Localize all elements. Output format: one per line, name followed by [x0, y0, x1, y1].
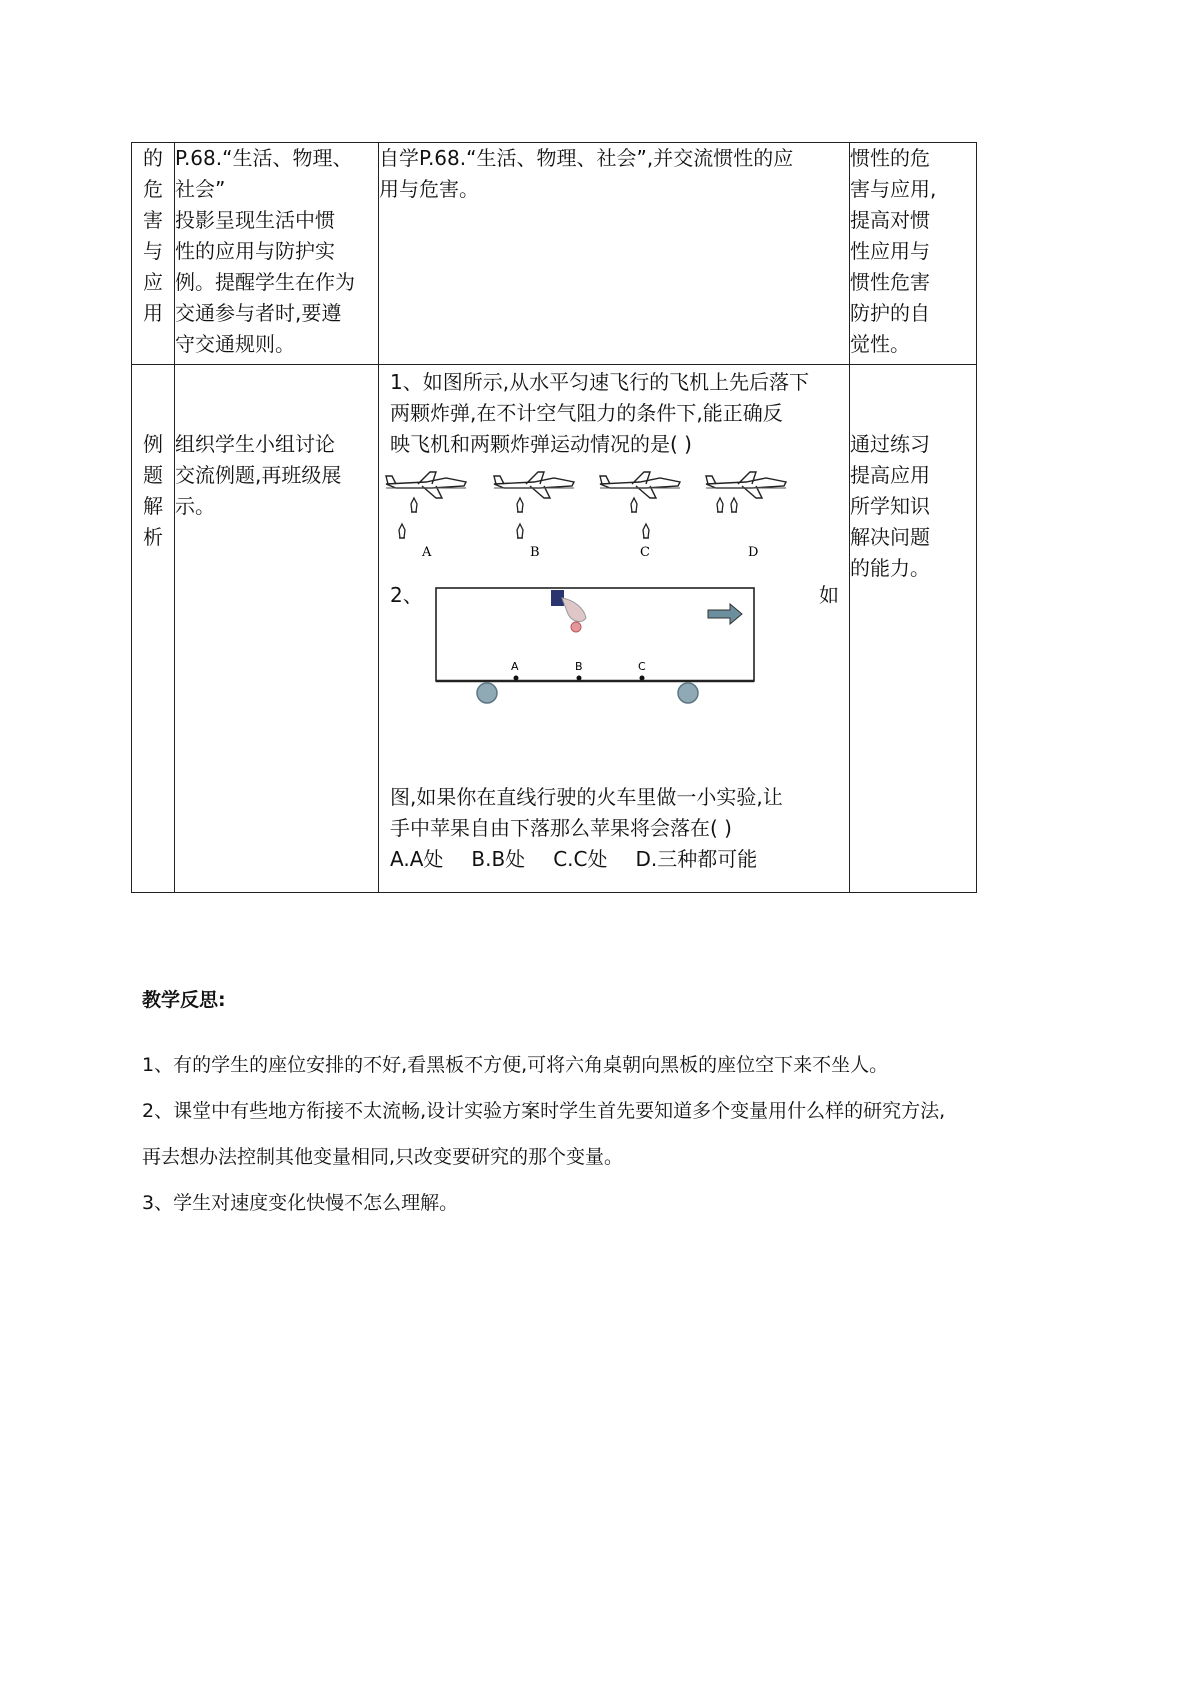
plane-icon: [494, 472, 574, 498]
text-line: 组织学生小组讨论: [175, 432, 335, 456]
reflection-item: 3、学生对速度变化快慢不怎么理解。: [142, 1192, 459, 1214]
option-b: B.B处: [471, 847, 526, 871]
question-2: [379, 580, 849, 780]
option-d: D.三种都可能: [635, 847, 758, 871]
question-2-options: [390, 844, 841, 875]
text-line: 害与应用,: [850, 177, 937, 201]
question-1-line: 两颗炸弹,在不计空气阻力的条件下,能正确反: [390, 401, 783, 425]
design-intent-cell: [850, 365, 977, 893]
bomb-icon: [717, 498, 723, 512]
option-a: A.A处: [390, 847, 444, 871]
stage-char: 题: [143, 463, 163, 487]
stage-char: 的: [143, 146, 163, 170]
stage-char: 解: [143, 494, 163, 518]
position-label: C: [638, 660, 646, 673]
train-apple-figure: [434, 580, 764, 710]
bomb-icon: [631, 498, 637, 512]
text-line: 投影呈现生活中惯: [175, 208, 335, 232]
text-line: 解决问题: [850, 525, 930, 549]
bomb-icon: [731, 498, 737, 512]
teacher-activity-cell: [175, 143, 379, 365]
teacher-activity-cell: [175, 365, 379, 893]
apple-icon: [571, 622, 581, 632]
student-activity-cell: [379, 365, 850, 893]
text-line: 提高应用: [850, 463, 930, 487]
plane-icon: [600, 472, 680, 498]
text-line: 性应用与: [850, 239, 930, 263]
bomb-icon: [411, 498, 417, 512]
text-line: 自学P.68.“生活、物理、社会”,并交流惯性的应: [379, 146, 794, 170]
option-c: C.C处: [553, 847, 608, 871]
stage-char: 危: [143, 177, 163, 201]
position-label: B: [575, 660, 583, 673]
plane-icon: [386, 472, 466, 498]
wheel-icon: [678, 683, 698, 703]
text-line: 通过练习: [850, 432, 930, 456]
question-2-line: 图,如果你在直线行驶的火车里做一小实验,让: [390, 785, 783, 809]
reflection-item: 2、课堂中有些地方衔接不太流畅,设计实验方案时学生首先要知道多个变量用什么样的研究方法,: [142, 1100, 946, 1122]
table-row: [132, 143, 977, 365]
text-line: 用与危害。: [379, 177, 479, 201]
plane-icon: [706, 472, 786, 498]
text-line: 交流例题,再班级展: [175, 463, 342, 487]
stage-char: 析: [143, 525, 163, 549]
bomb-icon: [399, 524, 405, 538]
reflection-title: 教学反思:: [142, 989, 226, 1011]
text-line: 防护的自: [850, 301, 930, 325]
text-line: 提高对惯: [850, 208, 930, 232]
text-line: 交通参与者时,要遵: [175, 301, 342, 325]
question-1-line: 1、如图所示,从水平匀速飞行的飞机上先后落下: [390, 370, 810, 394]
text-line: 所学知识: [850, 494, 930, 518]
text-line: P.68.“生活、物理、: [175, 146, 353, 170]
text-line: 示。: [175, 494, 215, 518]
wheel-icon: [477, 683, 497, 703]
option-label: A: [422, 545, 432, 560]
stage-char: 应: [143, 270, 163, 294]
question-2-number: 2、: [390, 583, 423, 607]
position-label: A: [511, 660, 519, 673]
text-line: 觉性。: [850, 332, 910, 356]
text-line: 性的应用与防护实: [175, 239, 335, 263]
student-activity-cell: [379, 143, 850, 365]
question-2-word: 如: [819, 583, 839, 607]
option-label: D: [748, 545, 759, 560]
question-1-line: 映飞机和两颗炸弹运动情况的是( ): [390, 432, 692, 456]
design-intent-cell: [850, 143, 977, 365]
text-line: 社会”: [175, 177, 226, 201]
bomb-icon: [517, 524, 523, 538]
text-line: 惯性危害: [850, 270, 930, 294]
bomb-icon: [643, 524, 649, 538]
stage-cell: [132, 365, 175, 893]
reflection-item: 1、有的学生的座位安排的不好,看黑板不方便,可将六角桌朝向黑板的座位空下来不坐人。: [142, 1054, 889, 1076]
bomb-icon: [517, 498, 523, 512]
question-2-line: 手中苹果自由下落那么苹果将会落在( ): [390, 816, 732, 840]
teaching-reflection: [142, 985, 1102, 1226]
stage-char: 害: [143, 208, 163, 232]
text-line: 惯性的危: [850, 146, 930, 170]
text-line: 的能力。: [850, 556, 930, 580]
reflection-item: 再去想办法控制其他变量相同,只改变要研究的那个变量。: [142, 1146, 624, 1168]
option-label: B: [530, 545, 540, 560]
bombing-plane-figure: [384, 460, 844, 560]
stage-char: 与: [143, 239, 163, 263]
lesson-table: [131, 142, 977, 893]
text-line: 守交通规则。: [175, 332, 295, 356]
text-line: 例。提醒学生在作为: [175, 270, 355, 294]
stage-cell: [132, 143, 175, 365]
stage-char: 例: [143, 432, 163, 456]
stage-char: 用: [143, 301, 163, 325]
table-row: [132, 365, 977, 893]
option-label: C: [640, 545, 650, 560]
